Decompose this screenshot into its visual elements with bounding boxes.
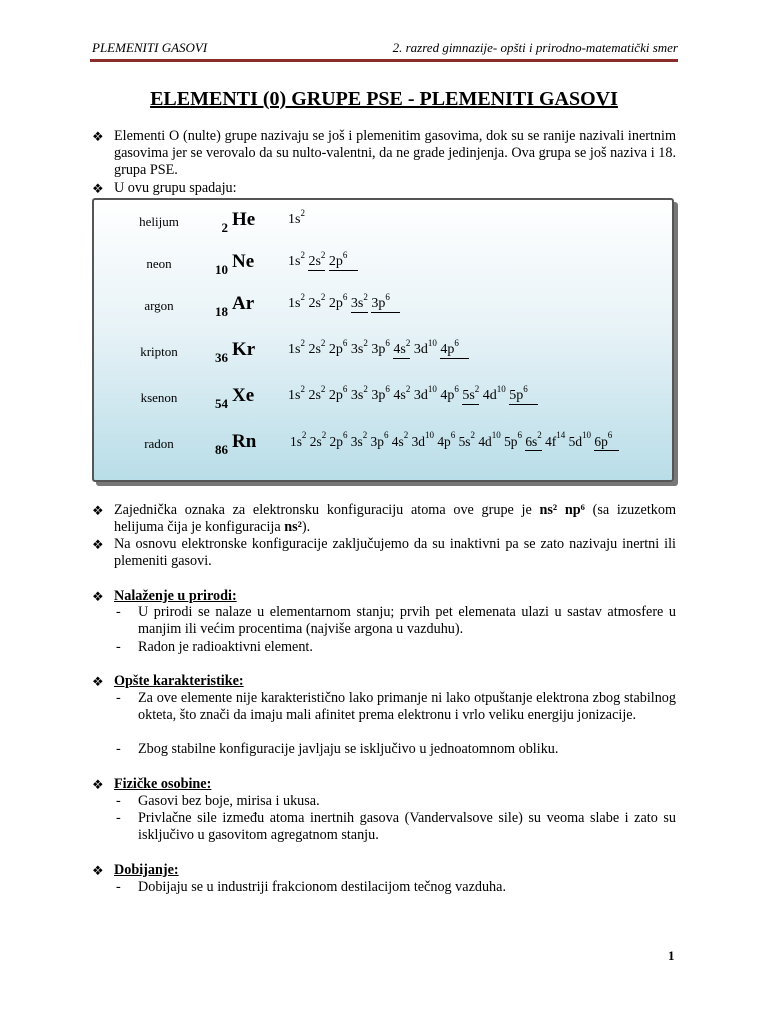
element-name: kripton	[140, 344, 178, 359]
section-general-characteristics	[92, 673, 676, 690]
bullet-icon: ❖	[92, 674, 104, 689]
element-symbol: Ar	[232, 293, 255, 314]
list-item: - Dobijaju se u industriji frakcionom destilacijom tečnog vazduha.	[116, 879, 506, 895]
bullet-icon: ❖	[92, 537, 104, 552]
element-name: argon	[144, 298, 174, 313]
element-row-helium	[94, 208, 672, 238]
list-item: - Zbog stabilne konfiguracije javljaju se isključivo u jednoatomnom obliku.	[116, 741, 559, 757]
bullet-icon: ❖	[92, 863, 104, 878]
formula: ns²	[284, 519, 302, 535]
section-title: Fizičke osobine:	[114, 776, 212, 792]
electron-configuration: $1s^2$	[288, 208, 305, 227]
electron-configuration: $1s^2$ $2s^2$ $2p^6$ $3s^2$ $3p^6$ $4s^2$ $3d^{10}$ $4p^6$ $5s^2$ $4d^{10}$ $5p^6$	[288, 388, 538, 404]
section-physical-properties	[92, 776, 676, 793]
list-item: - Gasovi bez boje, mirisa i ukusa.	[116, 793, 320, 809]
element-name: ksenon	[140, 390, 178, 405]
bullet-icon: ❖	[92, 777, 104, 792]
page-header	[90, 40, 678, 58]
section-production	[92, 862, 676, 879]
element-row-radon	[94, 430, 672, 460]
list-item: - Za ove elemente nije karakteristično lako primanje ni lako otpuštanje elektrona zbog stabilnog okteta, što znači da imaju mali afinitet prema elektronu i vrlo veliku energiju jonizacije.	[116, 690, 676, 723]
bullet-icon: ❖	[92, 503, 104, 518]
element-symbol: Ne	[232, 251, 255, 272]
page-title: ELEMENTI (0) GRUPE PSE - PLEMENITI GASOVI	[150, 88, 618, 110]
atomic-number: 10	[215, 262, 228, 277]
list-item: - Radon je radioaktivni element.	[116, 639, 313, 655]
element-symbol: He	[232, 209, 256, 230]
element-name: helijum	[139, 214, 179, 229]
electron-configuration: $1s^2$ $2s^2$ $2p^6$ $3s^2$ $3p^6$	[288, 296, 400, 312]
element-symbol: Rn	[232, 431, 257, 452]
element-symbol: Kr	[232, 339, 256, 360]
list-item: - Privlačne sile između atoma inertnih gasova (Vandervalsove sile) su veoma slabe i zato su isključivo u gasovitom agregatnom stanju.	[116, 810, 676, 843]
electron-configuration: $1s^2$ $2s^2$ $2p^6$ $3s^2$ $3p^6$ $4s^2$ $3d^{10}$ $4p^6$ $5s^2$ $4d^{10}$ $5p^6$ $6s^2$ $4f^{14}$ $5d^{10}$ $6p^6$	[290, 434, 619, 450]
bullet-icon: ❖	[92, 589, 104, 604]
atomic-number: 54	[215, 396, 228, 411]
electron-configuration: $1s^2$ $2s^2$ $2p^6$	[288, 254, 358, 270]
header-right: 2. razred gimnazije- opšti i prirodno-matematički smer	[392, 40, 678, 55]
atomic-number: 36	[215, 350, 228, 365]
electron-configuration: $1s^2$ $2s^2$ $2p^6$ $3s^2$ $3p^6$ $4s^2$ $3d^{10}$ $4p^6$	[288, 342, 469, 358]
bullet-icon: ❖	[92, 181, 104, 196]
element-symbol: Xe	[232, 385, 255, 406]
element-name: radon	[144, 436, 174, 451]
inactive-paragraph: ❖ Na osnovu elektronske konfiguracije zaključujemo da su inaktivni pa se zato nazivaju inertni ili plemeniti gasovi.	[92, 536, 676, 569]
page-number: 1	[668, 948, 675, 963]
formula: ns² np⁶	[539, 502, 585, 518]
atomic-number: 18	[215, 304, 228, 319]
atomic-number: 2	[221, 220, 228, 235]
section-occurrence	[92, 588, 676, 605]
intro-paragraph: ❖ Elementi O (nulte) grupe nazivaju se još i plemenitim gasovima, dok su se ranije nazivali inertnim gasovima jer se verovalo da su nulto-valentni, da ne grade jedinjenja. Ova grupa se još naziva i 18. grupa PSE.	[92, 128, 676, 178]
section-title: Dobijanje:	[114, 862, 179, 878]
element-row-argon	[94, 292, 672, 322]
common-notation-paragraph: ❖ Zajednička oznaka za elektronsku konfiguraciju atoma ove grupe je ns² np⁶ (sa izuzetkom helijuma čija je konfiguracija ns²).	[92, 502, 676, 535]
element-row-xenon	[94, 384, 672, 414]
section-title: Nalaženje u prirodi:	[114, 588, 237, 604]
header-left: PLEMENITI GASOVI	[92, 40, 208, 55]
element-row-krypton	[94, 338, 672, 368]
intro-list-lead: ❖ U ovu grupu spadaju:	[92, 180, 237, 196]
element-row-neon	[94, 250, 672, 280]
atomic-number: 86	[215, 442, 228, 457]
bullet-icon: ❖	[92, 129, 104, 144]
header-rule	[90, 59, 678, 62]
electron-config-panel	[92, 198, 674, 482]
section-title: Opšte karakteristike:	[114, 673, 244, 689]
list-item: - U prirodi se nalaze u elementarnom stanju; prvih pet elemenata ulazi u sastav atmosfere u manjim ili većim procentima (najviše argona u vazduhu).	[116, 604, 676, 637]
element-name: neon	[146, 256, 172, 271]
